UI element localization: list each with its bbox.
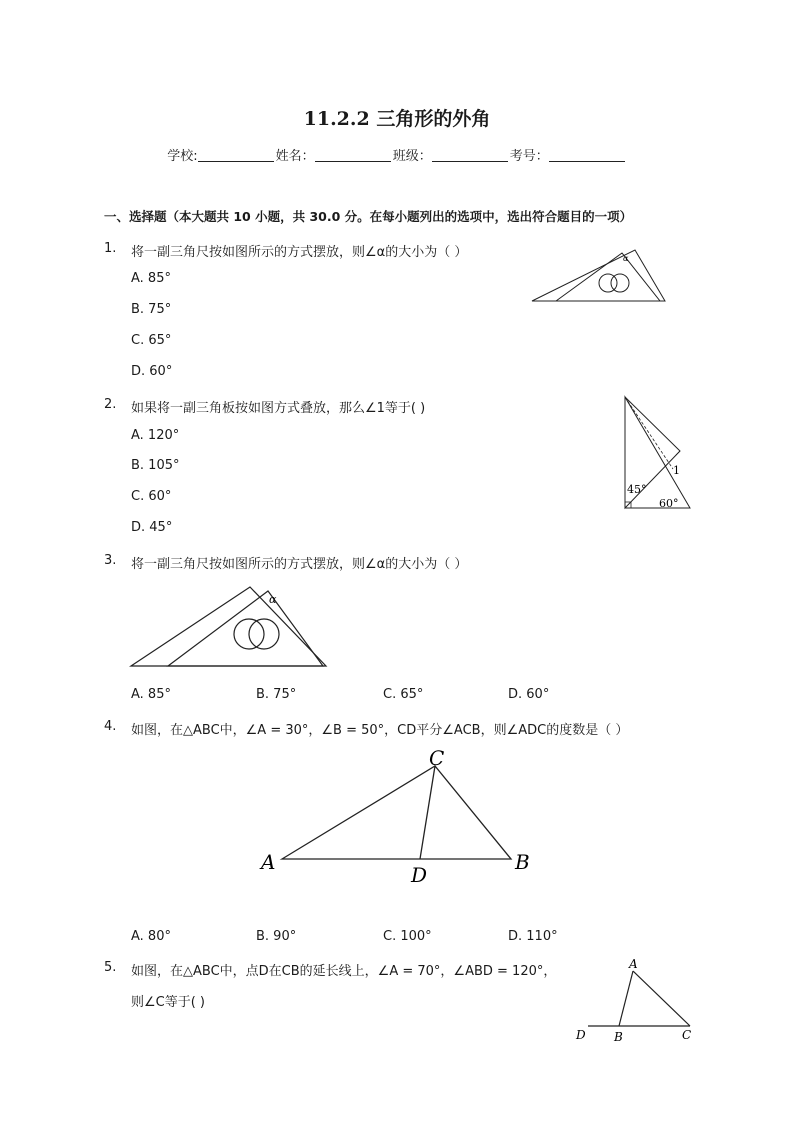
q3-alpha-label: α xyxy=(269,593,277,606)
q2-label-1: 1 xyxy=(673,464,680,477)
q4-number: 4. xyxy=(104,719,117,734)
school-blank xyxy=(198,147,274,162)
exam-no-blank xyxy=(549,147,625,162)
q4-label-a: A xyxy=(261,850,276,874)
q2-label-45: 45° xyxy=(627,483,647,496)
name-blank xyxy=(315,147,391,162)
q5-text: 如图，在△ABC中，点D在CB的延长线上，∠A = 70°，∠ABD = 120°， xyxy=(131,964,557,979)
q5-label-b: B xyxy=(614,1030,623,1044)
q1-option-a: A. 85° xyxy=(131,271,171,286)
section-header: 一、选择题（本大题共 10 小题，共 30.0 分。在每小题列出的选项中，选出符合题目的一项） xyxy=(104,209,633,224)
q1-text: 将一副三角尺按如图所示的方式摆放，则∠α的大小为（ ） xyxy=(131,245,468,260)
q4-text: 如图，在△ABC中，∠A = 30°，∠B = 50°，CD平分∠ACB，则∠ADC的度数是（ ） xyxy=(131,723,629,738)
q3-option-d: D. 60° xyxy=(508,687,550,702)
exam-no-label: 考号： xyxy=(509,149,549,164)
q4-option-b: B. 90° xyxy=(256,929,297,944)
q3-option-c: C. 65° xyxy=(383,687,424,702)
q3-figure xyxy=(128,584,330,670)
q2-text: 如果将一副三角板按如图方式叠放，那么∠1等于( ) xyxy=(131,401,426,416)
q1-alpha-label: α xyxy=(623,254,629,263)
q5-figure xyxy=(572,955,696,1047)
q2-option-a: A. 120° xyxy=(131,428,180,443)
q2-option-b: B. 105° xyxy=(131,458,180,473)
class-label: 班级： xyxy=(392,149,432,164)
q5-label-d: D xyxy=(576,1028,586,1042)
page-title: 11.2.2 三角形的外角 xyxy=(303,108,491,130)
class-blank xyxy=(432,147,508,162)
q5-text-cont: 则∠C等于( ) xyxy=(131,995,206,1010)
q4-label-d: D xyxy=(411,863,428,887)
q4-figure xyxy=(258,742,538,890)
q1-option-b: B. 75° xyxy=(131,302,172,317)
q2-option-c: C. 60° xyxy=(131,489,172,504)
q2-option-d: D. 45° xyxy=(131,520,173,535)
q1-option-c: C. 65° xyxy=(131,333,172,348)
q2-label-60: 60° xyxy=(659,497,679,510)
student-info-line xyxy=(0,145,794,164)
q4-option-c: C. 100° xyxy=(383,929,432,944)
q5-number: 5. xyxy=(104,960,117,975)
q4-option-a: A. 80° xyxy=(131,929,171,944)
q3-text: 将一副三角尺按如图所示的方式摆放，则∠α的大小为（ ） xyxy=(131,557,468,572)
q3-option-a: A. 85° xyxy=(131,687,171,702)
q1-number: 1. xyxy=(104,241,117,256)
q4-label-b: B xyxy=(515,850,530,874)
q4-label-c: C xyxy=(429,746,445,770)
q5-label-c: C xyxy=(682,1028,692,1042)
q2-figure xyxy=(618,394,694,512)
q1-figure xyxy=(530,246,666,304)
q2-number: 2. xyxy=(104,397,117,412)
name-label: 姓名： xyxy=(275,149,315,164)
q1-option-d: D. 60° xyxy=(131,364,173,379)
q4-option-d: D. 110° xyxy=(508,929,558,944)
q5-label-a: A xyxy=(629,957,638,971)
q3-number: 3. xyxy=(104,553,117,568)
school-label: 学校: xyxy=(167,149,198,164)
q3-option-b: B. 75° xyxy=(256,687,297,702)
